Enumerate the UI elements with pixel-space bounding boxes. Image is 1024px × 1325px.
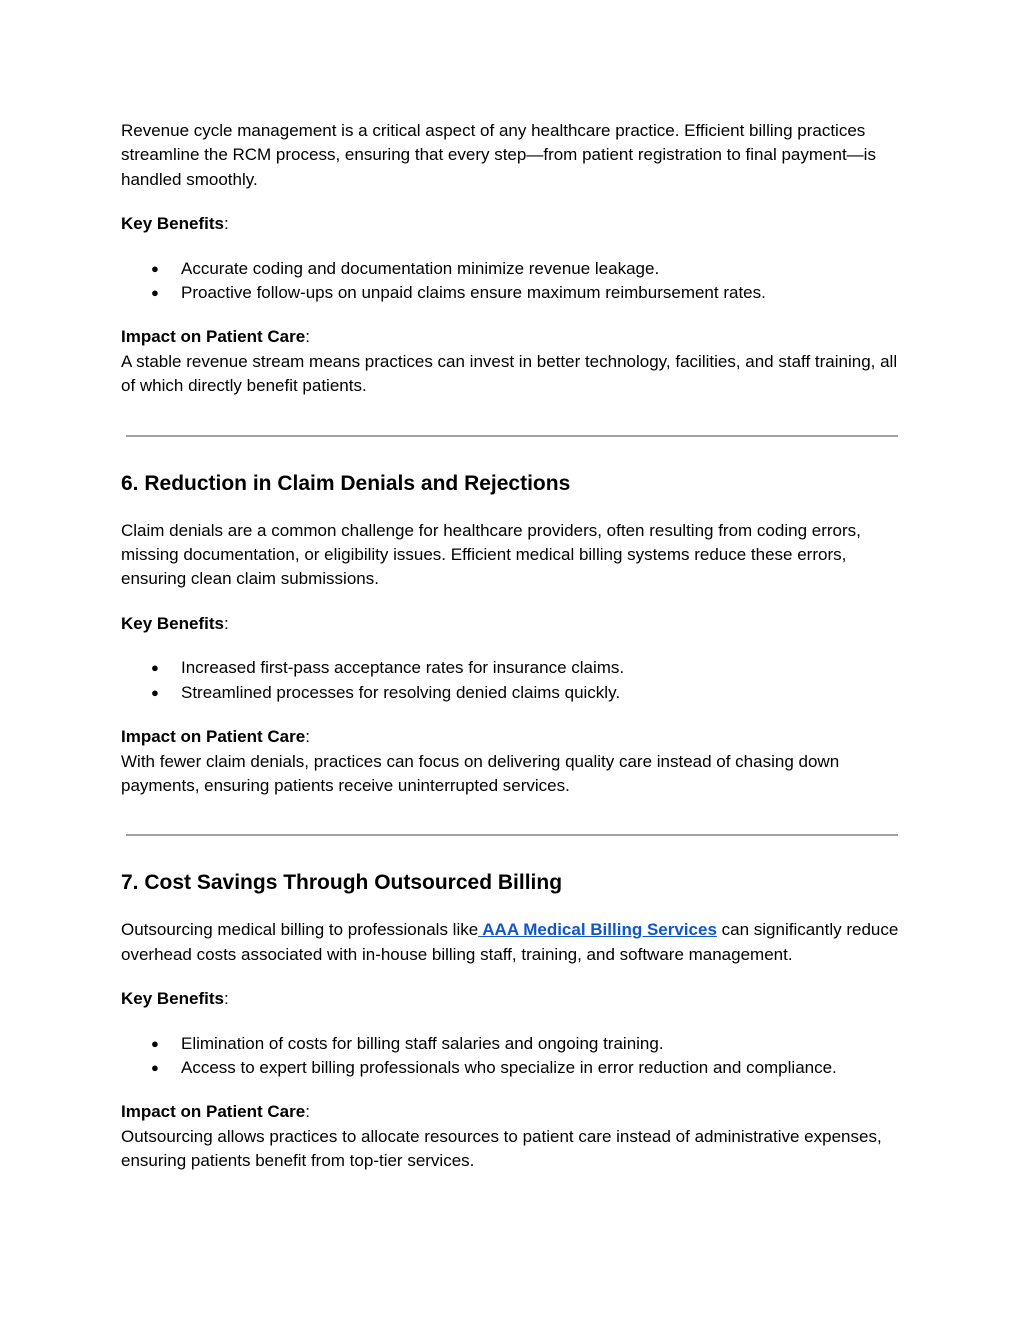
- colon: :: [223, 214, 229, 234]
- colon: :: [305, 327, 310, 347]
- intro-impact-text: A stable revenue stream means practices can invest in better technology, facilities, and staff training, all of which directly benefit patients.: [121, 351, 898, 396]
- section-7-impact-text: Outsourcing allows practices to allocate resources to patient care instead of administrative expenses, ensuring patients benefit from top-tier services.: [121, 1126, 882, 1171]
- impact-label: Impact on Patient Care: [121, 327, 306, 347]
- colon: :: [305, 1102, 310, 1122]
- section-6-key-benefits-heading: [121, 612, 911, 636]
- impact-label: Impact on Patient Care: [121, 1102, 306, 1122]
- list-item: [121, 1032, 911, 1056]
- section-7-paragraph: [121, 918, 911, 967]
- aaa-medical-billing-link[interactable]: AAA Medical Billing Services: [478, 920, 717, 940]
- colon: :: [223, 613, 229, 633]
- paragraph-text: Outsourcing medical billing to professionals like: [121, 920, 479, 940]
- section-7-benefits-list: [121, 1032, 911, 1081]
- list-item: [121, 257, 911, 281]
- key-benefits-label: Key Benefits: [121, 214, 224, 234]
- key-benefits-label: Key Benefits: [121, 613, 224, 633]
- bullet-icon: ●: [151, 684, 159, 700]
- list-item-text: Elimination of costs for billing staff salaries and ongoing training.: [181, 1033, 664, 1053]
- document-page: [121, 119, 911, 1174]
- list-item-text: Increased first-pass acceptance rates for insurance claims.: [181, 658, 625, 678]
- intro-benefits-list: [121, 257, 911, 306]
- intro-paragraph: Revenue cycle management is a critical aspect of any healthcare practice. Efficient billing practices streamline the RCM process, ensuring that every step—from patient registration to final payment—is handled smoothly.: [121, 121, 876, 189]
- section-6-impact-heading: [121, 725, 911, 749]
- impact-label: Impact on Patient Care: [121, 727, 306, 747]
- section-7-key-benefits-heading: [121, 987, 911, 1011]
- section-6-heading: 6. Reduction in Claim Denials and Rejections: [121, 471, 571, 495]
- horizontal-divider: [126, 834, 898, 836]
- section-6-paragraph: Claim denials are a common challenge for healthcare providers, often resulting from coding errors, missing documentation, or eligibility issues. Efficient medical billing systems reduce these errors, ensuring clean claim submissions.: [121, 520, 861, 589]
- section-6-impact-text: With fewer claim denials, practices can focus on delivering quality care instead of chasing down payments, ensuring patients receive uninterrupted services.: [121, 751, 840, 795]
- section-7-impact-heading: [121, 1100, 911, 1124]
- horizontal-divider: [126, 435, 898, 437]
- section-6-benefits-list: [121, 656, 911, 705]
- section-7-heading: 7. Cost Savings Through Outsourced Billing: [121, 871, 563, 895]
- paragraph-text: can significantly reduce overhead costs associated with in-house billing staff, training, and software management.: [121, 920, 899, 964]
- key-benefits-label: Key Benefits: [121, 989, 224, 1009]
- list-item: [121, 656, 911, 680]
- list-item-text: Streamlined processes for resolving denied claims quickly.: [181, 682, 621, 702]
- bullet-icon: ●: [151, 660, 159, 676]
- intro-key-benefits-heading: [121, 212, 911, 236]
- list-item: [121, 681, 911, 705]
- list-item-text: Accurate coding and documentation minimize revenue leakage.: [181, 258, 660, 278]
- list-item: [121, 1056, 911, 1080]
- list-item: [121, 281, 911, 305]
- intro-impact-heading: [121, 325, 911, 349]
- colon: :: [223, 989, 229, 1009]
- bullet-icon: ●: [151, 285, 159, 301]
- bullet-icon: ●: [151, 1059, 159, 1075]
- list-item-text: Access to expert billing professionals who specialize in error reduction and compliance.: [181, 1057, 837, 1077]
- list-item-text: Proactive follow-ups on unpaid claims ensure maximum reimbursement rates.: [181, 283, 766, 303]
- colon: :: [305, 727, 310, 747]
- bullet-icon: ●: [151, 260, 159, 276]
- bullet-icon: ●: [151, 1035, 159, 1051]
